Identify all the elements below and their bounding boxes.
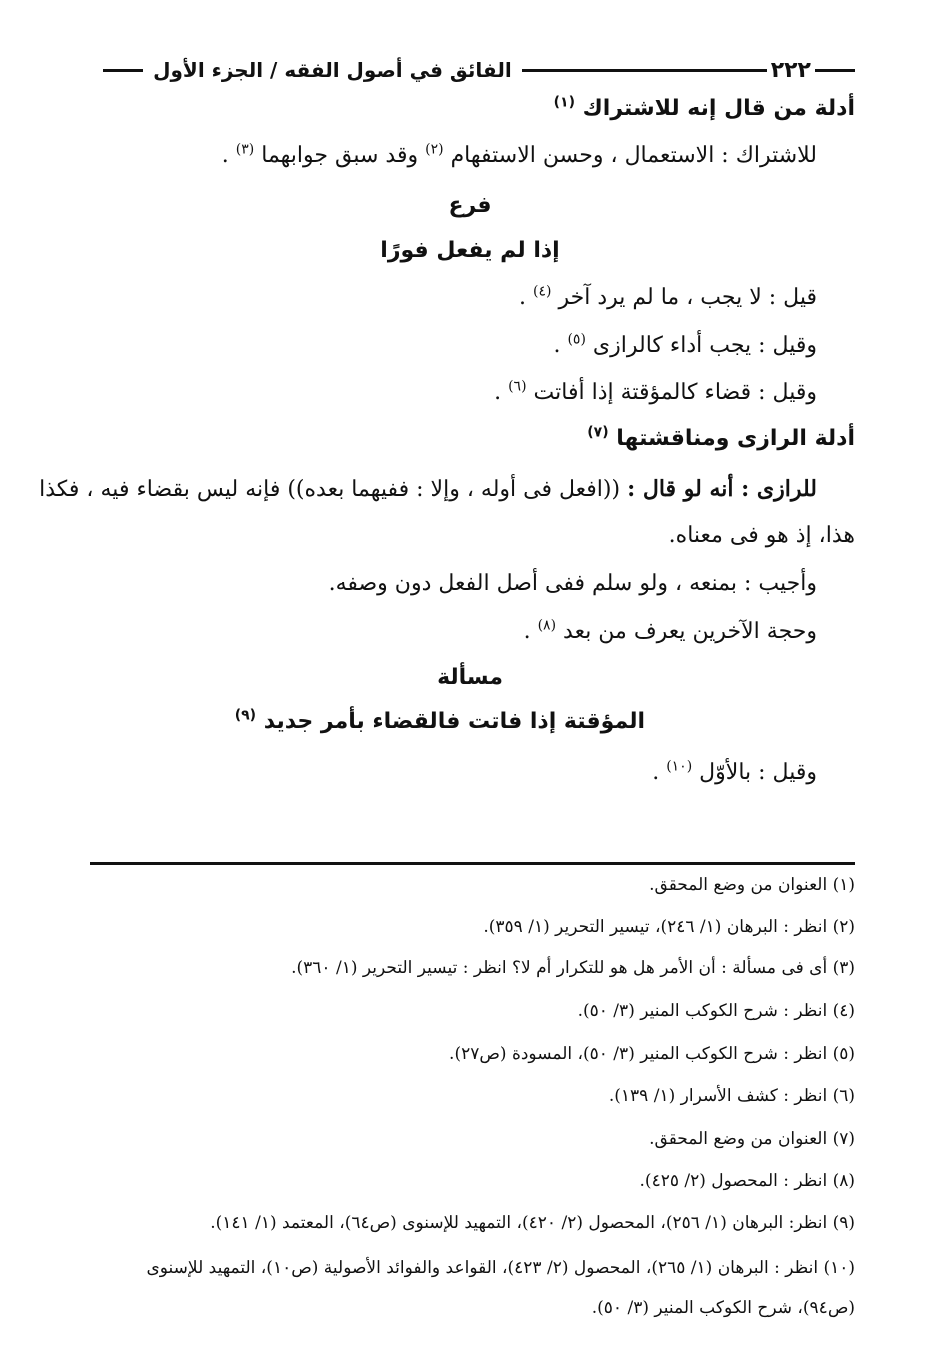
running-header	[85, 52, 855, 88]
paragraph: قيل : لا يجب ، ما لم يرد آخر $^{(٤)}$ .	[519, 283, 817, 310]
paragraph: وحجة الآخرين يعرف من بعد $^{(٨)}$ .	[523, 617, 817, 644]
footnote: (٤) انظر : شرح الكوكب المنير (٣/ ٥٠).	[577, 1001, 855, 1021]
footnote-ref: (٧)	[587, 424, 609, 441]
footnote: (١٠) انظر : البرهان (١/ ٢٦٥)، المحصول (٢/ ٤٢٣)، القواعد والفوائد الأصولية (ص١٠)، التمهيد للإسنوى (ص٩٤)، شرح الكوكب المنير (٣/ ٥٠).	[146, 1258, 855, 1318]
footnote: (٩) انظر: البرهان (١/ ٢٥٦)، المحصول (٢/ ٤٢٠)، التمهيد للإسنوى (ص٦٤)، المعتمد (١/ ١٤١).	[210, 1213, 855, 1233]
section-heading: المؤقتة إذا فاتت فالقضاء بأمر جديد $^{(٩)}$	[234, 707, 645, 734]
paragraph: للاشتراك : الاستعمال ، وحسن الاستفهام $^{(٢)}$ وقد سبق جوابهما $^{(٣)}$ .	[221, 141, 817, 168]
footnote-ref: (٤)	[533, 283, 552, 300]
footnote-ref: (٩)	[234, 707, 257, 724]
footnote-ref: (٢)	[425, 141, 444, 158]
header-rule-right	[815, 69, 855, 72]
footnote-ref: (٦)	[508, 378, 527, 395]
paragraph: وقيل : قضاء كالمؤقتة إذا أفاتت $^{(٦)}$ .	[494, 378, 817, 405]
header-rule-middle	[522, 69, 767, 72]
footnote: (١) العنوان من وضع المحقق.	[649, 875, 855, 895]
footnote: (٢) انظر : البرهان (١/ ٢٤٦)، تيسير التحرير (١/ ٣٥٩).	[483, 917, 855, 937]
footnote: (٣) أى فى مسألة : أن الأمر هل هو للتكرار أم لا؟ انظر : تيسير التحرير (١/ ٣٦٠).	[291, 958, 855, 978]
section-heading: مسألة	[437, 665, 503, 690]
header-rule-left	[103, 69, 143, 72]
paragraph: للرازى : أنه لو قال : ((افعل فى أوله ، وإلا : ففيهما بعده)) فإنه ليس بقضاء فيه ، فكذا	[39, 476, 817, 502]
footnote: (٦) انظر : كشف الأسرار (١/ ١٣٩).	[608, 1086, 855, 1106]
footnote-ref: (٥)	[567, 331, 586, 348]
running-title: الفائق في أصول الفقه / الجزء الأول	[153, 58, 512, 82]
footnote-ref: (٣)	[235, 141, 255, 158]
paragraph: وأجيب : بمنعه ، ولو سلم ففى أصل الفعل دون وصفه.	[328, 571, 817, 596]
paragraph: وقيل : يجب أداء كالرازى $^{(٥)}$ .	[553, 331, 817, 358]
section-heading: إذا لم يفعل فورًا	[380, 238, 560, 263]
paragraph: هذا، إذ هو فى معناه.	[668, 523, 855, 548]
footnote: (٧) العنوان من وضع المحقق.	[649, 1129, 855, 1149]
footnote: (٥) انظر : شرح الكوكب المنير (٣/ ٥٠)، المسودة (ص٢٧).	[449, 1044, 855, 1064]
footnote-separator	[90, 862, 855, 865]
footnote-ref: (٨)	[537, 617, 557, 634]
paragraph: وقيل : بالأوّل $^{(١٠)}$ .	[652, 758, 817, 785]
footnote-ref: (١٠)	[666, 758, 693, 775]
footnote-ref: (١)	[553, 94, 575, 111]
section-heading: فرع	[448, 193, 492, 218]
page-number: ٢٢٢	[770, 57, 811, 83]
section-heading: أدلة من قال إنه للاشتراك $^{(١)}$	[553, 94, 855, 121]
section-heading: أدلة الرازى ومناقشتها $^{(٧)}$	[587, 424, 855, 451]
footnote: (٨) انظر : المحصول (٢/ ٤٢٥).	[639, 1171, 855, 1191]
